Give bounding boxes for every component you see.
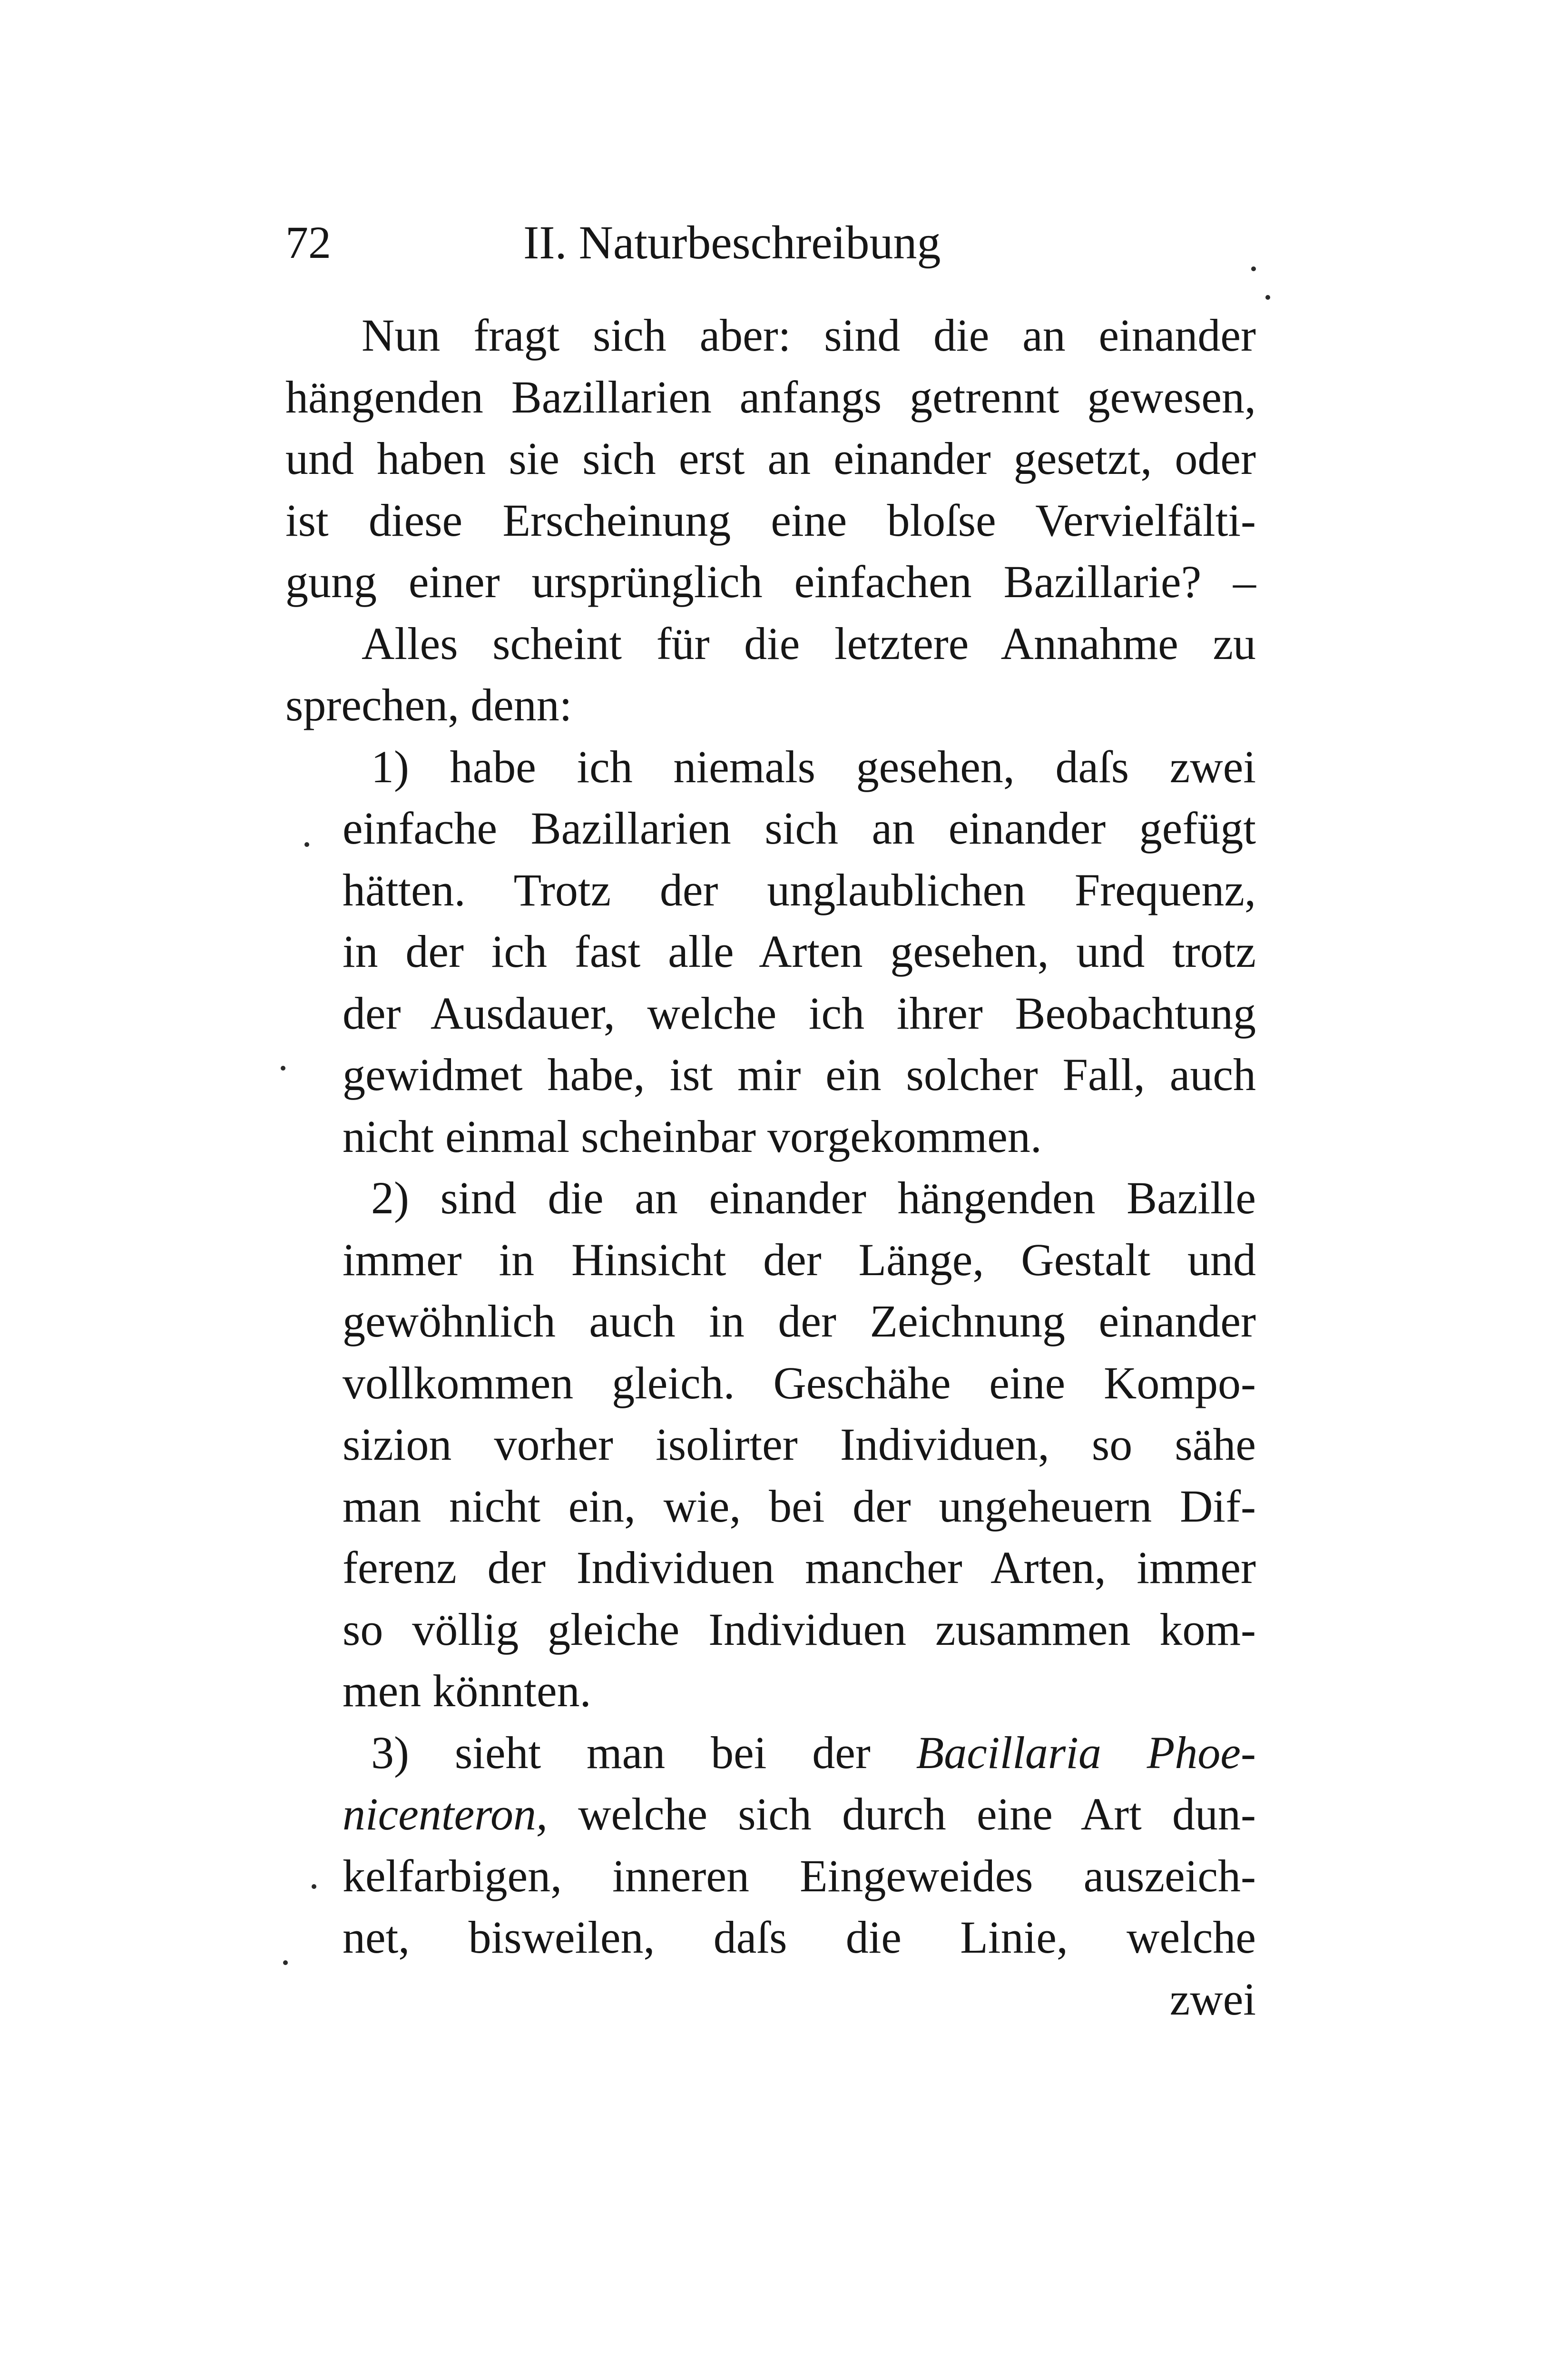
page-number: 72	[285, 217, 331, 268]
catchword: zwei	[1169, 1973, 1256, 2025]
body-text	[285, 305, 1256, 2030]
text-line: 1) habe ich niemals gesehen, daſs zwei	[371, 741, 1256, 792]
text-line: men könnten.	[343, 1665, 591, 1716]
text-line: net, bisweilen, daſs die Linie, welche	[343, 1912, 1256, 1963]
text-line: immer in Hinsicht der Länge, Gestalt und	[343, 1234, 1256, 1285]
text-line: 2) sind die an einander hängenden Bazille	[371, 1172, 1256, 1223]
text-line-with-italic	[285, 1722, 1256, 1784]
text-line: gewöhnlich auch in der Zeichnung einander	[343, 1296, 1256, 1347]
text-line: nicht einmal scheinbar vorgekommen.	[343, 1111, 1042, 1162]
paper-speck	[281, 1066, 285, 1071]
paper-speck	[304, 842, 309, 847]
text-line-with-italic	[285, 1783, 1256, 1845]
text-line: in der ich fast alle Arten gesehen, und trotz	[343, 926, 1256, 977]
text-line: gung einer ursprünglich einfachen Bazillarie? –	[285, 556, 1256, 607]
text-line: sizion vorher isolirter Individuen, so sähe	[343, 1419, 1256, 1470]
text-line: sprechen, denn:	[285, 679, 572, 730]
text-line: kelfarbigen, inneren Eingeweides auszeich-	[343, 1850, 1256, 1901]
page-header	[285, 209, 1284, 276]
text-line: der Ausdauer, welche ich ihrer Beobachtung	[343, 987, 1256, 1039]
text-segment: 3) sieht man bei der	[371, 1727, 871, 1778]
text-line: so völlig gleiche Individuen zusammen kom-	[343, 1603, 1256, 1655]
running-title: II. Naturbeschreibung	[523, 216, 941, 269]
text-line: gewidmet habe, ist mir ein solcher Fall, auch	[343, 1049, 1256, 1100]
text-line: ist diese Erscheinung eine bloſse Vervielfälti-	[285, 494, 1256, 546]
italic-species-name: nicenteron,	[343, 1789, 548, 1839]
text-line: hängenden Bazillarien anfangs getrennt gewesen,	[285, 371, 1256, 423]
paper-speck	[1265, 295, 1270, 300]
paper-speck	[312, 1884, 316, 1889]
text-line: Alles scheint für die letztere Annahme zu	[362, 618, 1256, 669]
text-line: und haben sie sich erst an einander gesetzt, oder	[285, 433, 1256, 484]
italic-species-name: Bacillaria Phoe-	[916, 1727, 1256, 1778]
text-line: einfache Bazillarien sich an einander gefügt	[343, 803, 1256, 854]
paper-speck	[283, 1960, 288, 1965]
text-segment: welche sich durch eine Art dun-	[578, 1789, 1256, 1839]
paper-speck	[1251, 266, 1256, 271]
text-line: Nun fragt sich aber: sind die an einander	[362, 310, 1256, 361]
text-line: hätten. Trotz der unglaublichen Frequenz,	[343, 864, 1256, 915]
text-line: man nicht ein, wie, bei der ungeheuern Dif-	[343, 1480, 1256, 1532]
text-line: ferenz der Individuen mancher Arten, immer	[343, 1542, 1256, 1593]
text-line: vollkommen gleich. Geschähe eine Kompo-	[343, 1357, 1256, 1408]
